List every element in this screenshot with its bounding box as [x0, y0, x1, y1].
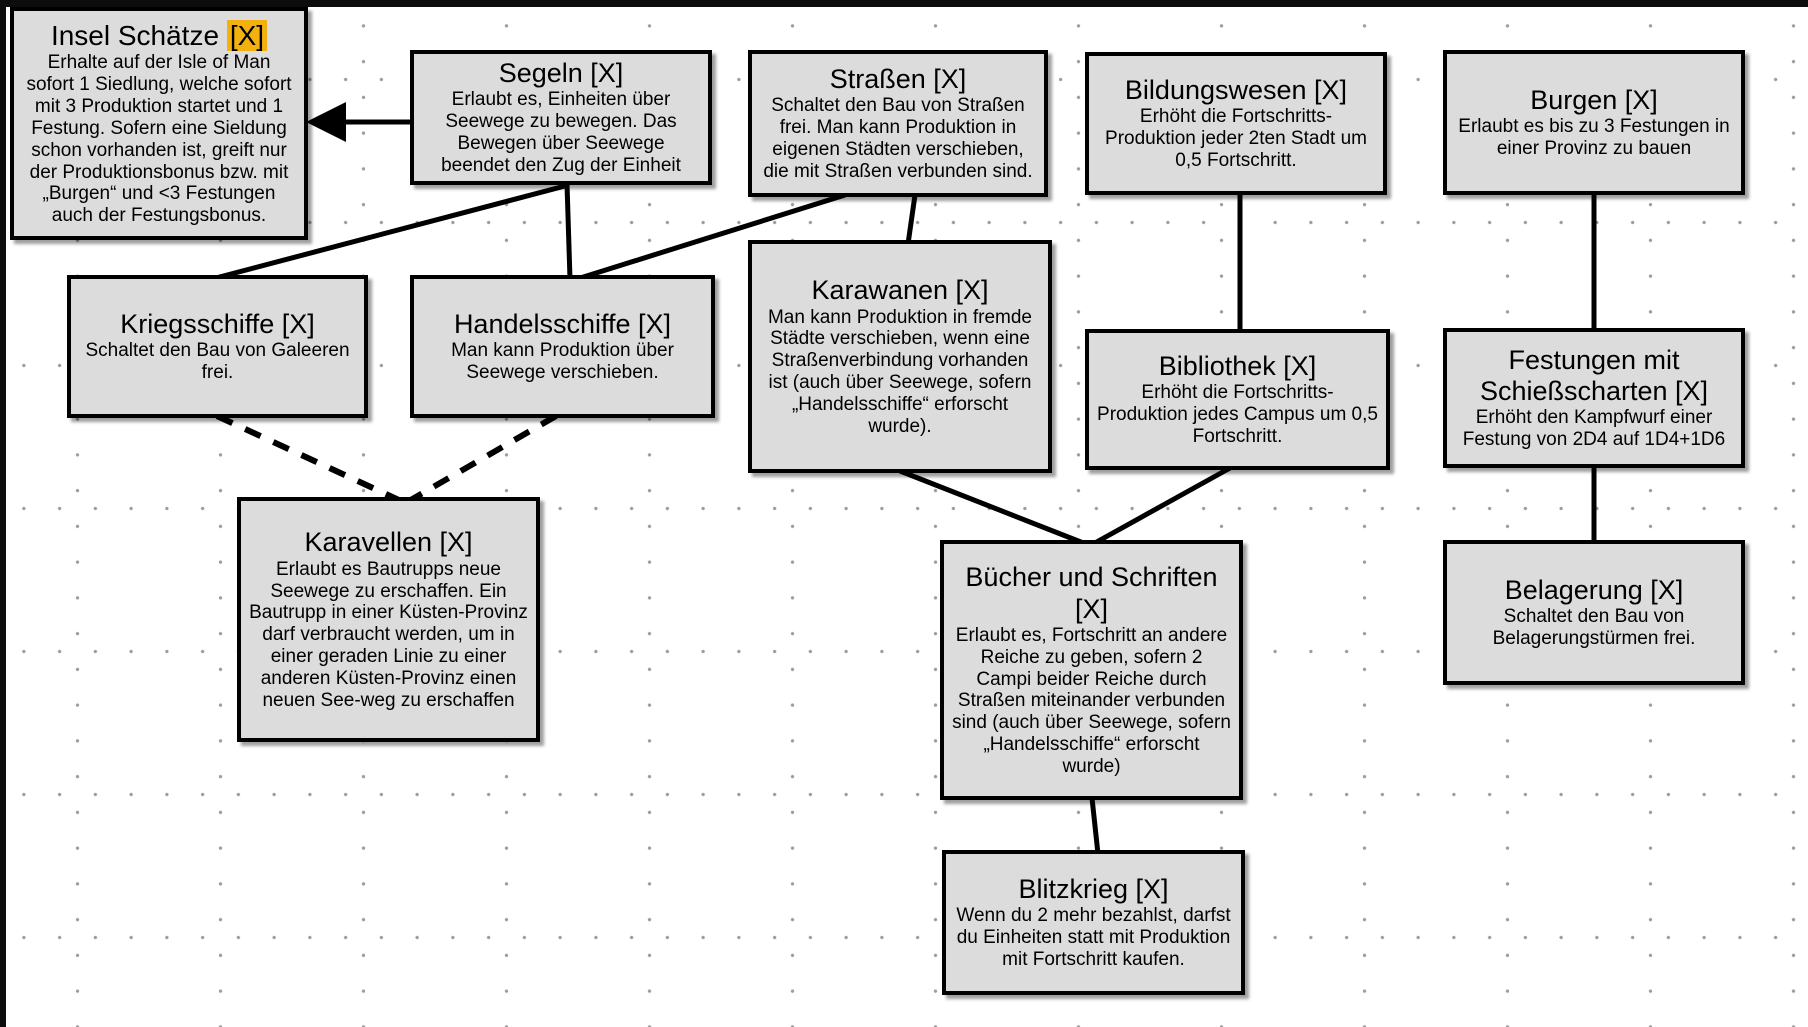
node-body: Erhöht die Fortschritts-Produktion jeder 2ten Stadt um 0,5 Fortschritt.: [1105, 106, 1367, 172]
node-segeln[interactable]: [410, 50, 712, 185]
node-title: Bildungswesen [X]: [1124, 75, 1348, 106]
node-strassen[interactable]: [748, 50, 1048, 197]
node-insel-schaetze[interactable]: [10, 7, 308, 240]
node-title: Straßen [X]: [829, 64, 967, 95]
node-title: Segeln [X]: [498, 58, 624, 89]
edge-strassen-karawanen[interactable]: [908, 195, 915, 244]
node-belagerung[interactable]: [1443, 540, 1745, 685]
node-title: Kriegsschiffe [X]: [120, 309, 315, 339]
node-body: Erlaubt es bis zu 3 Festungen in einer Provinz zu bauen: [1458, 116, 1730, 160]
node-body: Erlaubt es, Fortschritt an andere Reiche zu geben, sofern 2 Campi beider Reiche durch Straßen miteinander verbunden sind (auch über Seewege, sofern „Handelsschiffe“ erforscht wurde): [952, 624, 1231, 777]
node-body: Wenn du 2 mehr bezahlst, darfst du Einheiten statt mit Produktion mit Fortschritt kaufen.: [956, 905, 1231, 971]
node-body: Erlaubt es, Einheiten über Seewege zu bewegen. Das Bewegen über Seewege beendet den Zug der Einheit: [441, 89, 681, 176]
node-karawanen[interactable]: [748, 240, 1052, 473]
node-buecher-und-schriften[interactable]: [940, 540, 1243, 800]
node-body: Erhalte auf der Isle of Man sofort 1 Siedlung, welche sofort mit 3 Produktion startet und 1 Festung. Sofern eine Sieldung schon vorhanden ist, greift nur der Produktionsbonus bzw. mit „Burgen“ und <3 Festungen auch der Festungsbonus.: [26, 52, 292, 227]
node-body: Erhöht den Kampfwurf einer Festung von 2D4 auf 1D4+1D6: [1462, 407, 1726, 451]
node-blitzkrieg[interactable]: [942, 850, 1245, 995]
node-kriegsschiffe[interactable]: [67, 275, 368, 418]
node-bibliothek[interactable]: [1085, 329, 1390, 470]
title-highlight-marker: [X]: [227, 20, 267, 51]
node-body: Schaltet den Bau von Galeeren frei.: [85, 340, 350, 384]
node-body: Erlaubt es Bautrupps neue Seewege zu erschaffen. Ein Bautrupp in einer Küsten-Provinz darf verbraucht werden, um in einer geraden Linie zu einer anderen Küsten-Provinz einen neuen See-weg zu erschaffen: [249, 558, 528, 711]
edge-buecher-blitzkrieg[interactable]: [1092, 798, 1098, 854]
node-body: Man kann Produktion über Seewege verschieben.: [451, 340, 674, 384]
node-body: Man kann Produktion in fremde Städte verschieben, wenn eine Straßenverbindung vorhanden ist (auch über Seewege, sofern „Handelsschiffe“ erforscht wurde).: [767, 306, 1033, 437]
node-title: Festungen mit Schießscharten [X]: [1479, 344, 1709, 407]
node-title: Burgen [X]: [1530, 85, 1658, 115]
node-bildungswesen[interactable]: [1085, 52, 1387, 195]
node-body: Schaltet den Bau von Belagerungstürmen frei.: [1492, 606, 1696, 650]
node-burgen[interactable]: [1443, 50, 1745, 195]
edge-bibliothek-buecher[interactable]: [1093, 468, 1230, 544]
edge-handelsschiffe-karavellen[interactable]: [409, 416, 556, 501]
edge-karawanen-buecher[interactable]: [900, 471, 1086, 544]
edge-segeln-handelsschiffe[interactable]: [567, 184, 570, 279]
arrowhead-insel: [306, 102, 346, 142]
node-body: Schaltet den Bau von Straßen frei. Man kann Produktion in eigenen Städten verschieben, die mit Straßen verbunden sind.: [763, 95, 1033, 182]
node-title-text: Insel Schätze: [50, 19, 220, 51]
node-title: [22, 20, 296, 52]
edge-kriegsschiffe-karavellen[interactable]: [217, 416, 401, 501]
node-body: Erhöht die Fortschritts-Produktion jedes Campus um 0,5 Fortschritt.: [1097, 382, 1378, 448]
node-title: Handelsschiffe [X]: [453, 309, 672, 339]
window-left-edge: [0, 0, 6, 1027]
node-title: Bibliothek [X]: [1158, 351, 1317, 382]
window-top-edge: [0, 0, 1808, 7]
node-handelsschiffe[interactable]: [410, 275, 715, 418]
node-title: Karawanen [X]: [811, 275, 989, 306]
node-title: Blitzkrieg [X]: [1018, 874, 1169, 905]
node-title: Karavellen [X]: [304, 527, 473, 558]
node-festungen-mit-schiessscharten[interactable]: [1443, 328, 1745, 468]
node-title: Belagerung [X]: [1504, 575, 1684, 605]
node-title: Bücher und Schriften [X]: [965, 562, 1218, 624]
node-karavellen[interactable]: [237, 497, 540, 742]
